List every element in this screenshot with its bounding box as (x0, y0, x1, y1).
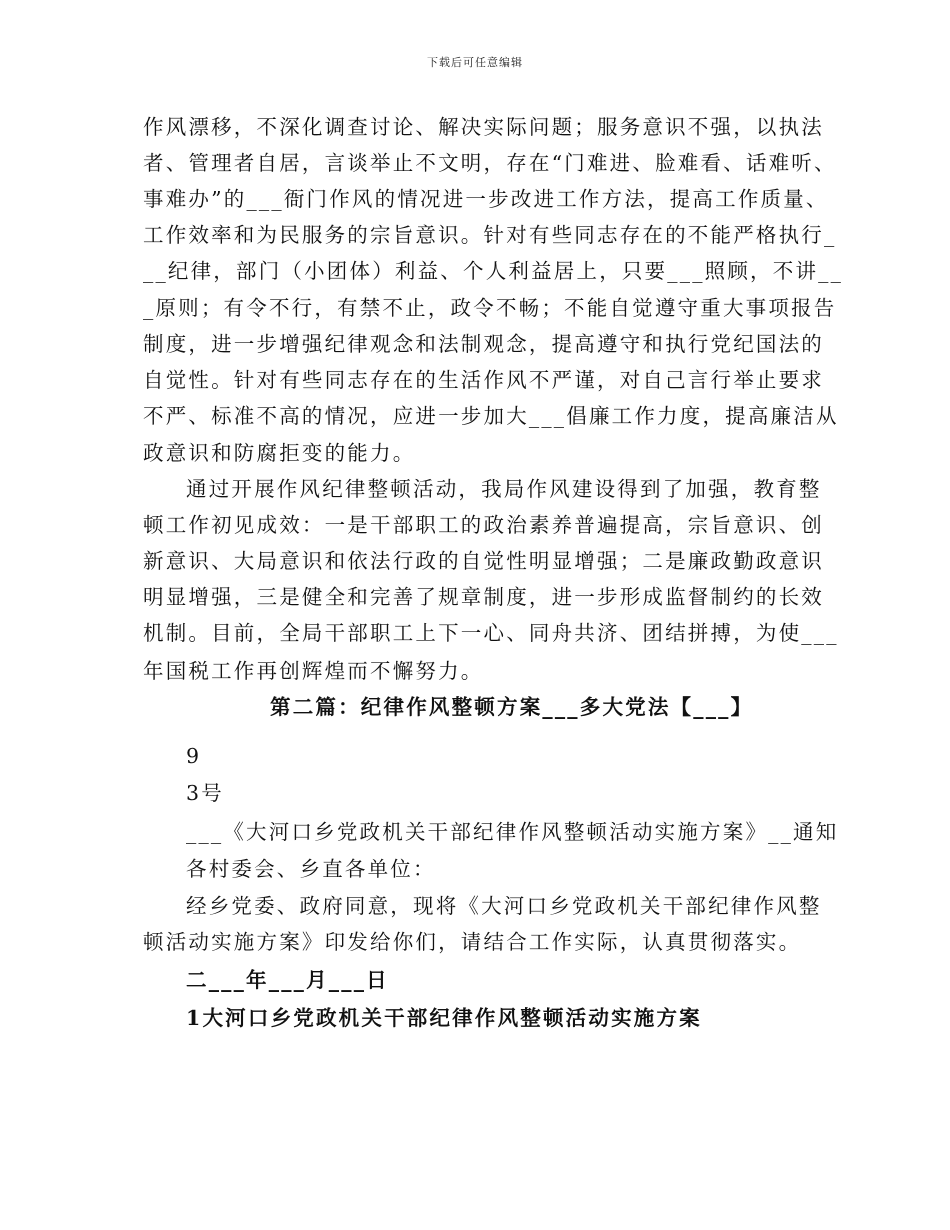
body-line: 不严、标准不高的情况，应进一步加大___倡廉工作力度，提高廉洁从 (143, 404, 839, 428)
page-header: 下载后可任意编辑 (427, 56, 523, 69)
body-line: 政意识和防腐拒变的能力。 (143, 441, 416, 465)
body-line: 顿活动实施方案》印发给你们，请结合工作实际，认真贯彻落实。 (143, 930, 802, 954)
body-line: 作风漂移，不深化调查讨论、解决实际问题；服务意识不强，以执法 (143, 115, 824, 139)
body-line: 工作效率和为民服务的宗旨意识。针对有些同志存在的不能严格执行_ (143, 223, 837, 247)
body-line: 明显增强，三是健全和完善了规章制度，进一步形成监督制约的长效 (143, 585, 824, 609)
body-line: _原则；有令不行，有禁不止，政令不畅；不能自觉遵守重大事项报告 (143, 296, 837, 320)
body-line: 制度，进一步增强纪律观念和法制观念，提高遵守和执行党纪国法的 (143, 332, 824, 356)
body-line: 自觉性。针对有些同志存在的生活作风不严谨，对自己言行举止要求 (143, 368, 824, 392)
body-line: __纪律，部门（小团体）利益、个人利益居上，只要___照顾，不讲__ (143, 259, 844, 283)
notice-title: ___《大河口乡党政机关干部纪律作风整顿活动实施方案》__通知 (186, 820, 839, 844)
body-line: 年国税工作再创辉煌而不懈努力。 (143, 659, 484, 683)
body-line: 新意识、大局意识和依法行政的自觉性明显增强；二是廉政勤政意识 (143, 549, 824, 573)
doc-number-line: 3号 (186, 781, 224, 805)
paragraph-start: 通过开展作风纪律整顿活动，我局作风建设得到了加强，教育整 (186, 477, 822, 501)
section-heading: 第二篇：纪律作风整顿方案___多大党法【___】 (270, 695, 754, 719)
body-line: 顿工作初见成效：一是干部职工的政治素养普遍提高，宗旨意识、创 (143, 513, 824, 537)
plan-title: 1大河口乡党政机关干部纪律作风整顿活动实施方案 (186, 1006, 702, 1030)
body-line: 机制。目前，全局干部职工上下一心、同舟共济、团结拼搏，为使___ (143, 621, 839, 645)
doc-number-line: 9 (186, 744, 202, 768)
paragraph-start: 经乡党委、政府同意，现将《大河口乡党政机关干部纪律作风整 (186, 894, 822, 918)
body-line: 者、管理者自居，言谈举止不文明，存在“门难进、脸难看、话难听、 (143, 151, 837, 175)
body-line: 事难办”的___衙门作风的情况进一步改进工作方法，提高工作质量、 (143, 187, 829, 211)
recipients: 各村委会、乡直各单位： (186, 857, 436, 881)
date-line: 二___年___月___日 (186, 968, 389, 992)
